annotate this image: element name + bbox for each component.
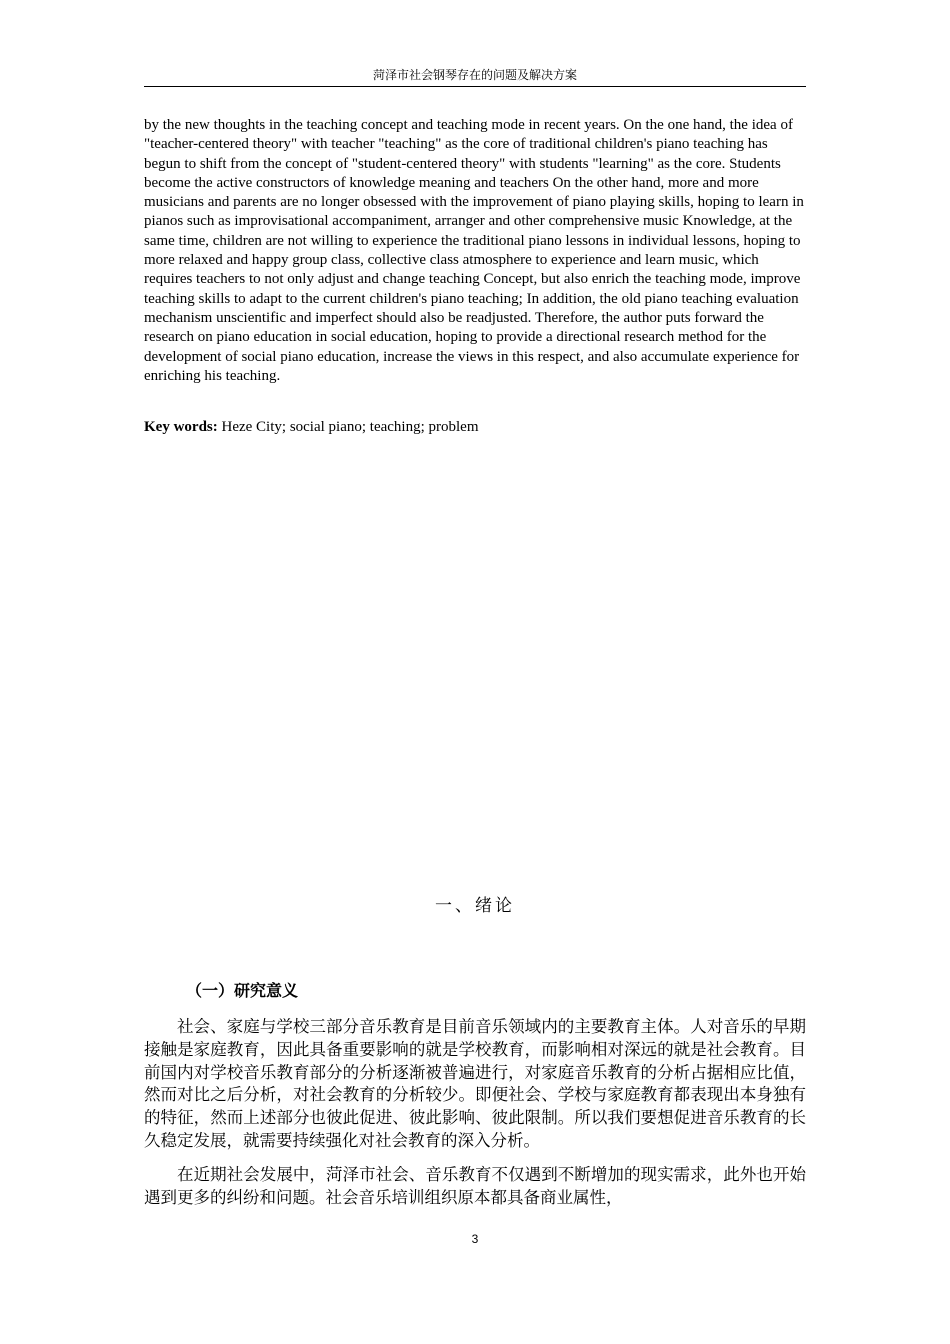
- section-heading: （一）研究意义: [186, 981, 299, 1000]
- abstract-paragraph: by the new thoughts in the teaching concept and teaching mode in recent years. On the one hand, the idea of "teacher-centered theory" with teacher "teaching" as the core of traditional children's piano teaching has begun to shift from the concept of "student-centered theory" with students "learning" as the core. Students become the active constructors of knowledge meaning and teachers On the other hand, more and more musicians and parents are no longer obsessed with the improvement of piano playing skills, hoping to learn in pianos such as improvisational accompaniment, arranger and other comprehensive music Knowledge, at the same time, children are not willing to experience the traditional piano lessons in individual lessons, hoping to more relaxed and happy group class, collective class atmosphere to experience and learn music, which requires teachers to not only adjust and change teaching Concept, but also enrich the teaching mode, improve teaching skills to adapt to the current children's piano teaching; In addition, the old piano teaching evaluation mechanism unscientific and imperfect should also be readjusted. Therefore, the author puts forward the research on piano education in social education, hoping to provide a directional research method for the development of social piano education, increase the views in this respect, and also accumulate experience for enriching his teaching.: [144, 117, 804, 384]
- chapter-heading: 一、绪论: [435, 896, 515, 916]
- keywords-line: [144, 418, 806, 437]
- keywords-label: Key words:: [144, 419, 218, 435]
- keywords-value: Heze City; social piano; teaching; problem: [217, 419, 479, 435]
- body-paragraph: 社会、家庭与学校三部分音乐教育是目前音乐领域内的主要教育主体。人对音乐的早期接触是家庭教育，因此具备重要影响的就是学校教育，而影响相对深远的就是社会教育。目前国内对学校音乐教育部分的分析逐渐被普遍进行，对家庭音乐教育的分析占据相应比值，然而对比之后分析，对社会教育的分析较少。即便社会、学校与家庭教育都表现出本身独有的特征，然而上述部分也彼此促进、彼此影响、彼此限制。所以我们要想促进音乐教育的长久稳定发展，就需要持续强化对社会教育的深入分析。: [144, 1017, 806, 1150]
- running-header: 菏泽市社会钢琴存在的问题及解决方案: [372, 68, 577, 82]
- page-number: 3: [471, 1232, 479, 1246]
- header-divider: [144, 86, 806, 87]
- body-paragraph: 在近期社会发展中，菏泽市社会、音乐教育不仅遇到不断增加的现实需求，此外也开始遇到更多的纠纷和问题。社会音乐培训组织原本都具备商业属性，: [144, 1165, 806, 1207]
